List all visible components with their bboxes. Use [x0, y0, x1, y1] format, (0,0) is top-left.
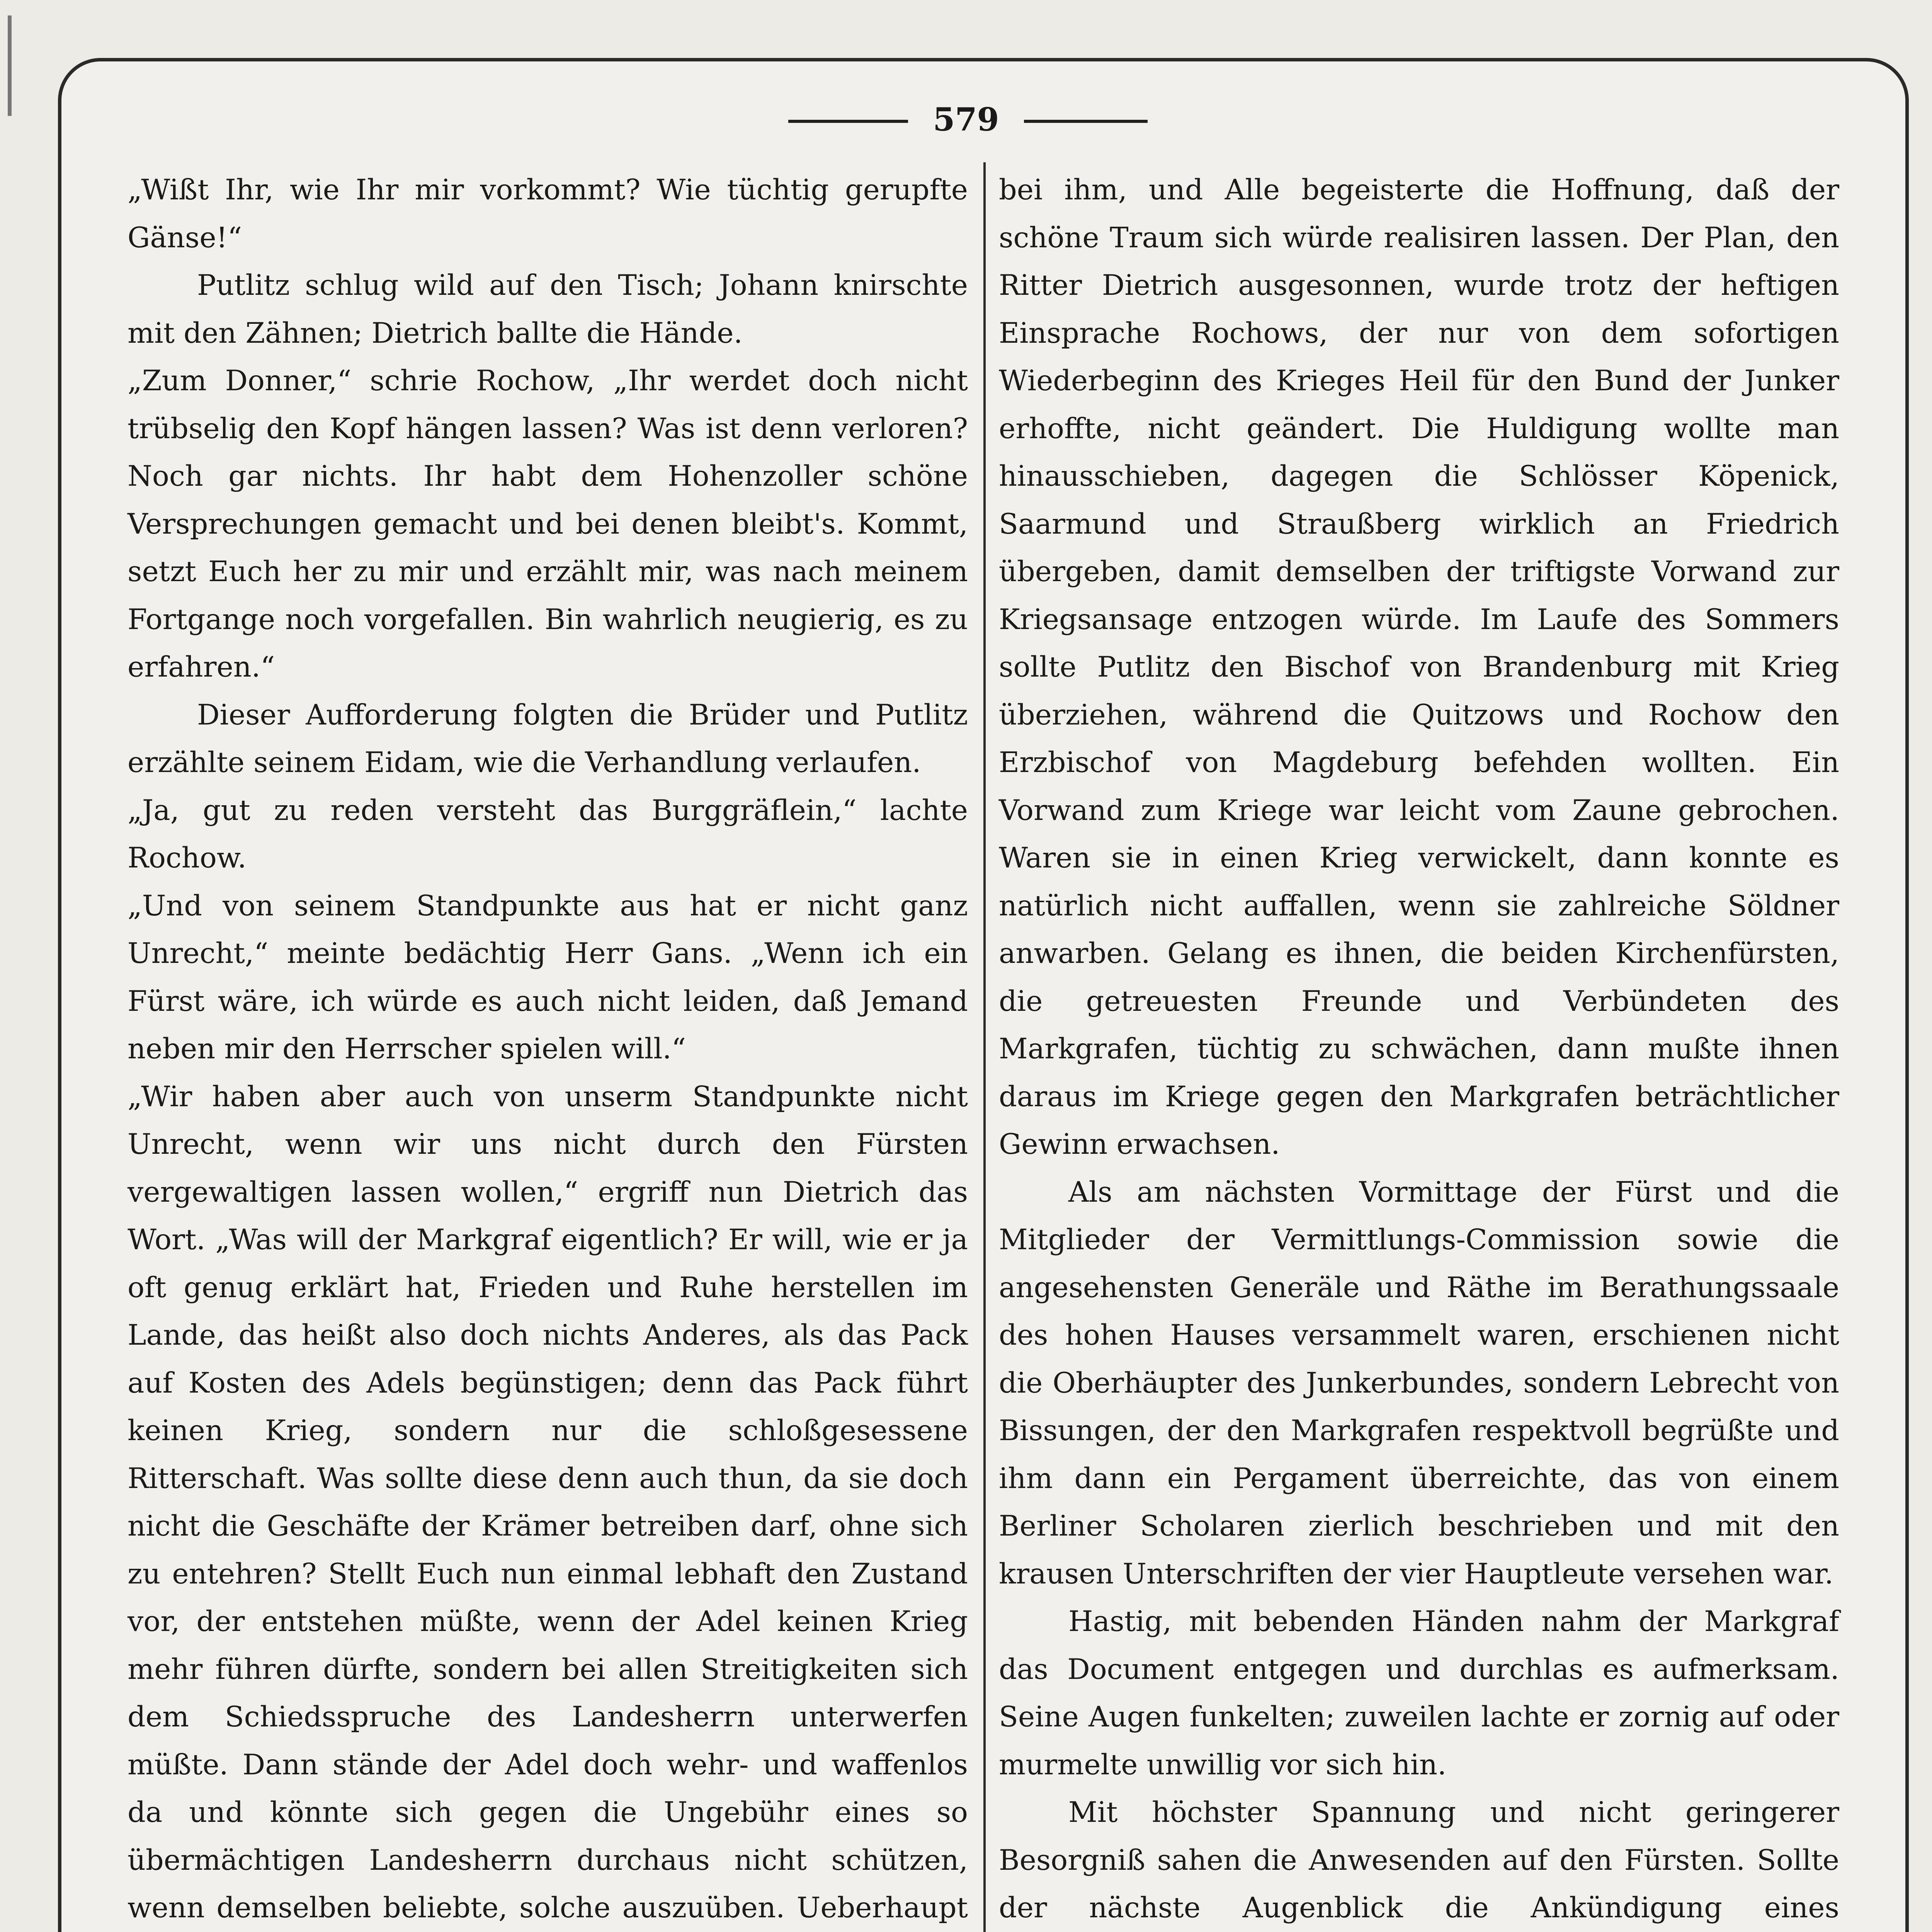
column-divider	[983, 162, 986, 1932]
paragraph: „Zum Donner,“ schrie Rochow, „Ihr werdet doch nicht trübselig den Kopf hängen lassen? Was ist denn verloren? Noch gar nichts. Ihr habt dem Hohenzoller schöne Versprechungen gemacht und bei denen bleibt's. Kommt, setzt Euch her zu mir und erzählt mir, was nach meinem Fortgange noch vorgefallen. Bin wahrlich neugierig, es zu erfahren.“	[128, 364, 968, 684]
right-column	[999, 166, 1839, 1932]
paragraph: Als am nächsten Vormittage der Fürst und die Mitglieder der Vermittlungs-Commission sowie die angesehensten Generäle und Räthe im Berathungssaale des hohen Hauses versammelt waren, erschienen nicht die Oberhäupter des Junkerbundes, sondern Lebrecht von Bissungen, der den Markgrafen respektvoll begrüßte und ihm dann ein Pergament überreichte, das von einem Berliner Scholaren zierlich beschrieben und mit den krausen Unterschriften der vier Hauptleute versehen war.	[999, 1175, 1839, 1590]
paragraph: Dieser Aufforderung folgten die Brüder und Putlitz erzählte seinem Eidam, wie die Verhandlung verlaufen.	[128, 698, 968, 779]
header-rule-left	[788, 120, 908, 123]
paragraph: Mit höchster Spannung und nicht geringerer Besorgniß sahen die Anwesenden auf den Fürsten. Sollte der nächste Augenblick die Ankündigung eines	[999, 1796, 1839, 1924]
page-number: 579	[933, 101, 999, 138]
paragraph: Putlitz schlug wild auf den Tisch; Johann knirschte mit den Zähnen; Dietrich ballte die Hände.	[128, 269, 968, 350]
paragraph: bei ihm, und Alle begeisterte die Hoffnung, daß der schöne Traum sich würde realisiren lassen. Der Plan, den Ritter Dietrich ausgesonnen, wurde trotz der heftigen Einsprache Rochows, der nur von dem sofortigen Wiederbeginn des Krieges Heil für den Bund der Junker erhoffte, nicht geändert. Die Huldigung wollte man hinausschieben, dagegen die Schlösser Köpenick, Saarmund und Straußberg wirklich an Friedrich übergeben, damit demselben der triftigste Vorwand zur Kriegsansage entzogen würde. Im Laufe des Sommers sollte Putlitz den Bischof von Brandenburg mit Krieg überziehen, während die Quitzows und Rochow den Erzbischof von Magdeburg befehden wollten. Ein Vorwand zum Kriege war leicht vom Zaune gebrochen. Waren sie in einen Krieg verwickelt, dann konnte es natürlich nicht auffallen, wenn sie zahlreiche Söldner anwarben. Gelang es ihnen, die beiden Kirchenfürsten, die getreuesten Freunde und Verbündeten des Markgrafen, tüchtig zu schwächen, dann mußte ihnen daraus im Kriege gegen den Markgrafen beträchtlicher Gewinn erwachsen.	[999, 173, 1839, 1161]
page-header	[0, 93, 1932, 147]
paragraph: Hastig, mit bebenden Händen nahm der Markgraf das Document entgegen und durchlas es aufmerksam. Seine Augen funkelten; zuweilen lachte er zornig auf oder murmelte unwillig vor sich hin.	[999, 1605, 1839, 1781]
paragraph: „Wir haben aber auch von unserm Standpunkte nicht Unrecht, wenn wir uns nicht durch den Fürsten vergewaltigen lassen wollen,“ ergriff nun Dietrich das Wort. „Was will der Markgraf eigentlich? Er will, wie er ja oft genug erklärt hat, Frieden und Ruhe herstellen im Lande, das heißt also doch nichts Anderes, als das Pack auf Kosten des Adels begünstigen; denn das Pack führt keinen Krieg, sondern nur die schloßgesessene Ritterschaft. Was sollte diese denn auch thun, da sie doch nicht die Geschäfte der Krämer betreiben darf, ohne sich zu entehren? Stellt Euch nun einmal lebhaft den Zustand vor, der entstehen müßte, wenn der Adel keinen Krieg mehr führen dürfte, sondern bei allen Streitigkeiten sich dem Schiedsspruche des Landesherrn unterwerfen müßte. Dann stände der Adel doch wehr- und waffenlos da und könnte sich gegen die Ungebühr eines so übermächtigen Landesherrn durchaus nicht schützen, wenn demselben beliebte, solche auszuüben. Ueberhaupt	[128, 1080, 968, 1924]
paragraph: „Ja, gut zu reden versteht das Burggräflein,“ lachte Rochow.	[128, 794, 968, 874]
left-column	[128, 166, 968, 1932]
paragraph: „Wißt Ihr, wie Ihr mir vorkommt? Wie tüchtig gerupfte Gänse!“	[128, 173, 968, 254]
paragraph: „Und von seinem Standpunkte aus hat er nicht ganz Unrecht,“ meinte bedächtig Herr Gans. „Wenn ich ein Fürst wäre, ich würde es auch nicht leiden, daß Jemand neben mir den Herrscher spielen will.“	[128, 889, 968, 1065]
scan-mark	[8, 15, 12, 116]
header-rule-right	[1024, 120, 1148, 123]
